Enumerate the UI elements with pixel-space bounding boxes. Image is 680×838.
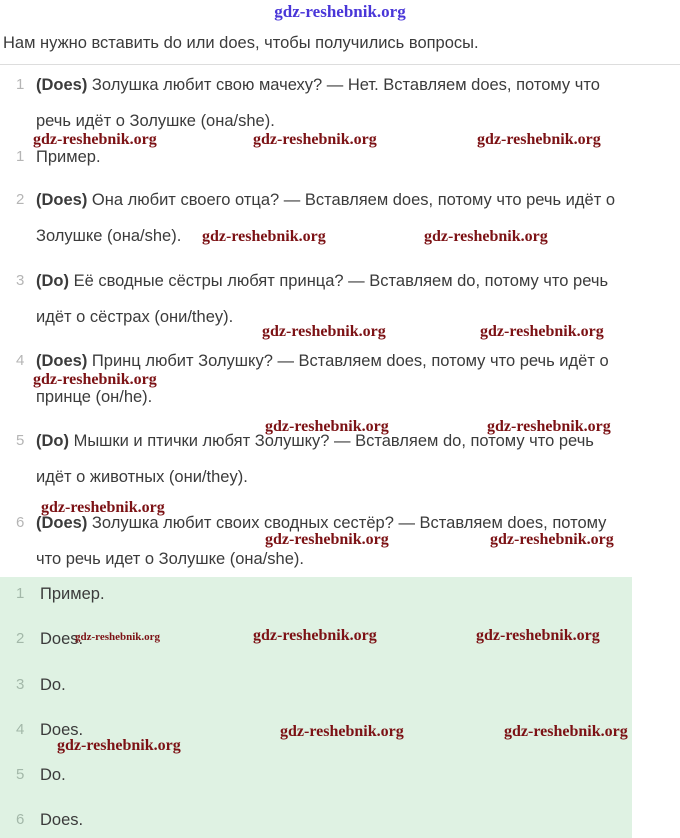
watermark: gdz-reshebnik.org [265,418,389,435]
answer-word-bold: (Does) [36,76,88,94]
answer-number: 5 [16,766,25,783]
item-number: 1 [16,148,25,165]
watermark-top: gdz-reshebnik.org [274,2,406,21]
item-line: Золушке (она/she). [36,227,182,245]
watermark: gdz-reshebnik.org [476,627,600,644]
explanation-item-1 [0,67,680,139]
answers-panel [0,577,632,838]
item-line: что речь идет о Золушке (она/she). [36,550,304,568]
watermark: gdz-reshebnik.org [490,531,614,548]
item-number: 4 [16,352,25,369]
watermark: gdz-reshebnik.org [253,627,377,644]
watermark: gdz-reshebnik.org [280,723,404,740]
watermark: gdz-reshebnik.org [504,723,628,740]
watermark: gdz-reshebnik.org [477,131,601,148]
watermark-small: gdz-reshebnik.org [75,631,161,643]
item-line: Принц любит Золушку? — Вставляем does, потому что речь идёт о [87,352,609,370]
item-line: Мышки и птички любят Золушку? — Вставляем do, потому что речь [68,432,594,450]
item-number: 1 [16,76,25,93]
watermark: gdz-reshebnik.org [202,228,326,245]
answer-number: 4 [16,721,25,738]
item-line: принце (он/he). [36,388,153,406]
item-line: идёт о животных (они/they). [36,468,248,486]
answer-number: 3 [16,676,25,693]
watermark: gdz-reshebnik.org [33,131,157,148]
item-line: Она любит своего отца? — Вставляем does, потому что речь идёт о [87,191,616,209]
answer-text: Does. [40,630,84,648]
item-line: Пример. [36,148,101,166]
item-number: 2 [16,191,25,208]
item-line: речь идёт о Золушке (она/she). [36,112,275,130]
watermark: gdz-reshebnik.org [253,131,377,148]
answer-text: Do. [40,676,66,694]
answer-item-1 [0,579,632,609]
intro-text: Нам нужно вставить do или does, чтобы получились вопросы. [3,34,479,52]
answer-word-bold: (Do) [36,272,69,290]
item-line: Золушка любит свою мачеху? — Нет. Вставляем does, потому что [87,76,600,94]
answer-item-6 [0,805,632,835]
watermark: gdz-reshebnik.org [480,323,604,340]
item-line: Её сводные сёстры любят принца? — Вставляем do, потому что речь [68,272,609,290]
watermark: gdz-reshebnik.org [487,418,611,435]
answer-word-bold: (Does) [36,191,88,209]
explanation-item-2 [0,182,680,254]
watermark: gdz-reshebnik.org [262,323,386,340]
answer-number: 1 [16,585,25,602]
answer-text: Does. [40,811,84,829]
item-text [36,182,680,254]
item-text [36,67,680,139]
answer-word-bold: (Does) [36,352,88,370]
watermark: gdz-reshebnik.org [57,737,181,754]
item-line: Золушка любит своих сводных сестёр? — Вставляем does, потому [87,514,607,532]
answer-number: 2 [16,630,25,647]
answer-word-bold: (Do) [36,432,69,450]
item-line: идёт о сёстрах (они/they). [36,308,234,326]
answer-text: Do. [40,766,66,784]
watermark: gdz-reshebnik.org [265,531,389,548]
watermark: gdz-reshebnik.org [424,228,548,245]
watermark: gdz-reshebnik.org [33,371,157,388]
divider [0,64,680,65]
item-number: 6 [16,514,25,531]
item-number: 5 [16,432,25,449]
item-number: 3 [16,272,25,289]
answer-item-5 [0,760,632,790]
watermark: gdz-reshebnik.org [41,499,165,516]
answer-text: Does. [40,721,84,739]
answer-word-bold: (Does) [36,514,88,532]
answer-item-3 [0,670,632,700]
answer-number: 6 [16,811,25,828]
answer-text: Пример. [40,585,105,603]
